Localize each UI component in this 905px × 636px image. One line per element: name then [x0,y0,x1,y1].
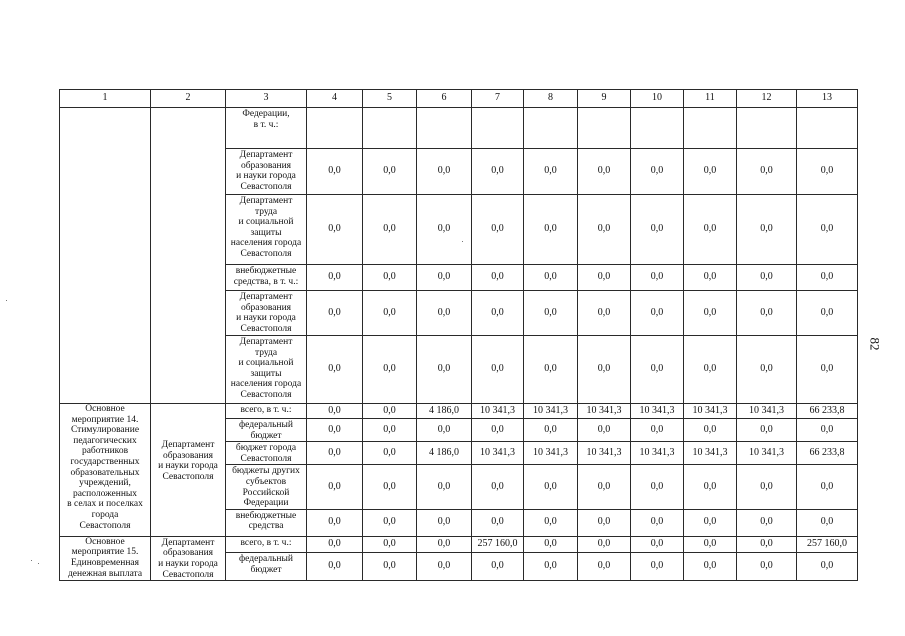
value-cell: 0,0 [307,442,363,465]
header-cell: 11 [684,90,737,108]
value-cell: 0,0 [307,265,363,291]
executor-cell: Департамент образования и науки города Севастополя [151,536,226,580]
value-cell: 0,0 [797,149,858,195]
value-cell: 0,0 [578,419,631,442]
value-cell: 0,0 [417,465,472,509]
value-cell: 0,0 [684,291,737,336]
value-cell: 0,0 [417,419,472,442]
value-cell: 0,0 [472,149,524,195]
header-cell: 4 [307,90,363,108]
value-cell: 0,0 [363,291,417,336]
value-cell: 10 341,3 [524,404,578,419]
value-cell: 0,0 [631,536,684,552]
value-cell: 0,0 [631,336,684,404]
page-number: 82 [867,337,883,351]
value-cell: 0,0 [797,265,858,291]
value-cell: 0,0 [417,149,472,195]
value-cell: 0,0 [684,149,737,195]
value-cell: 0,0 [524,465,578,509]
value-cell: 0,0 [524,265,578,291]
value-cell: 0,0 [363,442,417,465]
funding-source-cell: бюджет города Севастополя [226,442,307,465]
header-cell: 1 [60,90,151,108]
value-cell: 0,0 [797,509,858,536]
executor-cell [151,108,226,404]
value-cell: 0,0 [417,265,472,291]
value-cell: 0,0 [684,552,737,580]
value-cell: 0,0 [363,404,417,419]
value-cell: 0,0 [737,149,797,195]
value-cell: 0,0 [524,552,578,580]
header-cell: 9 [578,90,631,108]
value-cell: 0,0 [631,149,684,195]
executor-cell: Департамент образования и науки города Севастополя [151,404,226,537]
value-cell: 0,0 [578,536,631,552]
value-cell: 10 341,3 [472,442,524,465]
value-cell: 0,0 [307,404,363,419]
value-cell: 0,0 [417,552,472,580]
funding-source-cell: внебюджетные средства, в т. ч.: [226,265,307,291]
value-cell: 0,0 [363,552,417,580]
value-cell: 0,0 [472,195,524,265]
value-cell: 0,0 [307,291,363,336]
header-cell: 12 [737,90,797,108]
value-cell: 10 341,3 [737,442,797,465]
scan-speck [6,300,7,301]
value-cell: 0,0 [363,195,417,265]
funding-source-cell: Департамент труда и социальной защиты населения города Севастополя [226,195,307,265]
value-cell: 0,0 [363,536,417,552]
value-cell: 0,0 [631,509,684,536]
value-cell: 10 341,3 [631,442,684,465]
value-cell: 0,0 [472,291,524,336]
value-cell: 0,0 [417,509,472,536]
value-cell: 0,0 [363,336,417,404]
value-cell [363,108,417,149]
funding-source-cell: бюджеты других субъектов Российской Федерации [226,465,307,509]
value-cell: 0,0 [307,195,363,265]
funding-source-cell: Федерации, в т. ч.: [226,108,307,149]
table-row [60,536,858,552]
value-cell: 0,0 [524,509,578,536]
value-cell: 0,0 [417,291,472,336]
value-cell: 0,0 [363,465,417,509]
value-cell [417,108,472,149]
value-cell: 10 341,3 [631,404,684,419]
value-cell: 10 341,3 [684,404,737,419]
value-cell [472,108,524,149]
funding-source-cell: всего, в т. ч.: [226,404,307,419]
value-cell: 0,0 [631,552,684,580]
header-cell: 2 [151,90,226,108]
value-cell: 0,0 [363,149,417,195]
value-cell: 0,0 [472,336,524,404]
value-cell: 0,0 [307,552,363,580]
value-cell: 0,0 [797,291,858,336]
measure-cell [60,108,151,404]
table-row [60,404,858,419]
value-cell: 0,0 [684,265,737,291]
value-cell: 0,0 [524,419,578,442]
value-cell: 0,0 [578,509,631,536]
value-cell: 0,0 [737,552,797,580]
value-cell: 0,0 [631,265,684,291]
value-cell: 0,0 [578,336,631,404]
value-cell: 0,0 [472,265,524,291]
value-cell: 0,0 [417,536,472,552]
value-cell: 0,0 [578,552,631,580]
value-cell: 0,0 [524,291,578,336]
value-cell: 0,0 [307,419,363,442]
value-cell: 0,0 [737,419,797,442]
funding-source-cell: Департамент труда и социальной защиты населения города Севастополя [226,336,307,404]
value-cell: 0,0 [797,465,858,509]
value-cell: 0,0 [737,291,797,336]
value-cell: 0,0 [472,419,524,442]
value-cell: 0,0 [737,465,797,509]
header-cell: 10 [631,90,684,108]
value-cell: 10 341,3 [524,442,578,465]
value-cell: 0,0 [737,509,797,536]
value-cell: 257 160,0 [472,536,524,552]
value-cell: 0,0 [363,265,417,291]
value-cell: 0,0 [737,536,797,552]
value-cell: 0,0 [417,336,472,404]
value-cell [524,108,578,149]
value-cell: 0,0 [684,465,737,509]
funding-source-cell: Департамент образования и науки города Севастополя [226,291,307,336]
value-cell [797,108,858,149]
value-cell: 0,0 [472,552,524,580]
value-cell: 0,0 [578,291,631,336]
value-cell: 10 341,3 [578,442,631,465]
header-cell: 8 [524,90,578,108]
funding-source-cell: всего, в т. ч.: [226,536,307,552]
value-cell: 66 233,8 [797,442,858,465]
value-cell: 0,0 [684,336,737,404]
value-cell: 0,0 [737,195,797,265]
value-cell: 10 341,3 [684,442,737,465]
value-cell: 0,0 [307,465,363,509]
value-cell: 0,0 [417,195,472,265]
value-cell [578,108,631,149]
scan-speck [31,560,32,561]
measure-cell: Основное мероприятие 15. Единовременная денежная выплата [60,536,151,580]
value-cell: 10 341,3 [737,404,797,419]
header-cell: 13 [797,90,858,108]
value-cell: 0,0 [307,509,363,536]
budget-table [59,89,858,581]
value-cell: 0,0 [524,336,578,404]
value-cell: 0,0 [578,265,631,291]
value-cell: 66 233,8 [797,404,858,419]
value-cell: 0,0 [797,336,858,404]
funding-source-cell: внебюджетные средства [226,509,307,536]
value-cell: 0,0 [524,536,578,552]
value-cell: 0,0 [684,509,737,536]
value-cell: 0,0 [307,149,363,195]
value-cell: 0,0 [797,195,858,265]
value-cell: 10 341,3 [578,404,631,419]
value-cell [307,108,363,149]
value-cell: 0,0 [737,336,797,404]
header-row [60,90,858,108]
header-cell: 6 [417,90,472,108]
value-cell [684,108,737,149]
value-cell: 0,0 [578,465,631,509]
value-cell: 4 186,0 [417,404,472,419]
value-cell: 0,0 [472,465,524,509]
funding-source-cell: Департамент образования и науки города Севастополя [226,149,307,195]
header-cell: 3 [226,90,307,108]
funding-source-cell: федеральный бюджет [226,552,307,580]
value-cell: 0,0 [684,536,737,552]
value-cell: 0,0 [363,419,417,442]
scan-speck [462,241,463,242]
value-cell: 0,0 [631,465,684,509]
value-cell: 10 341,3 [472,404,524,419]
value-cell: 0,0 [307,536,363,552]
value-cell: 0,0 [578,149,631,195]
measure-cell: Основное мероприятие 14. Стимулирование педагогических работников государственных образовательных учреждений, расположенных в селах и поселках города Севастополя [60,404,151,537]
value-cell: 0,0 [631,291,684,336]
value-cell: 4 186,0 [417,442,472,465]
value-cell [631,108,684,149]
value-cell: 0,0 [472,509,524,536]
value-cell: 0,0 [578,195,631,265]
scan-speck [38,563,39,564]
value-cell: 0,0 [307,336,363,404]
value-cell: 0,0 [524,149,578,195]
value-cell: 0,0 [797,419,858,442]
header-cell: 5 [363,90,417,108]
value-cell: 0,0 [631,195,684,265]
value-cell: 0,0 [737,265,797,291]
value-cell: 257 160,0 [797,536,858,552]
value-cell: 0,0 [524,195,578,265]
value-cell: 0,0 [631,419,684,442]
value-cell: 0,0 [797,552,858,580]
table-row [60,108,858,149]
value-cell [737,108,797,149]
value-cell: 0,0 [363,509,417,536]
value-cell: 0,0 [684,195,737,265]
value-cell: 0,0 [684,419,737,442]
funding-source-cell: федеральный бюджет [226,419,307,442]
header-cell: 7 [472,90,524,108]
